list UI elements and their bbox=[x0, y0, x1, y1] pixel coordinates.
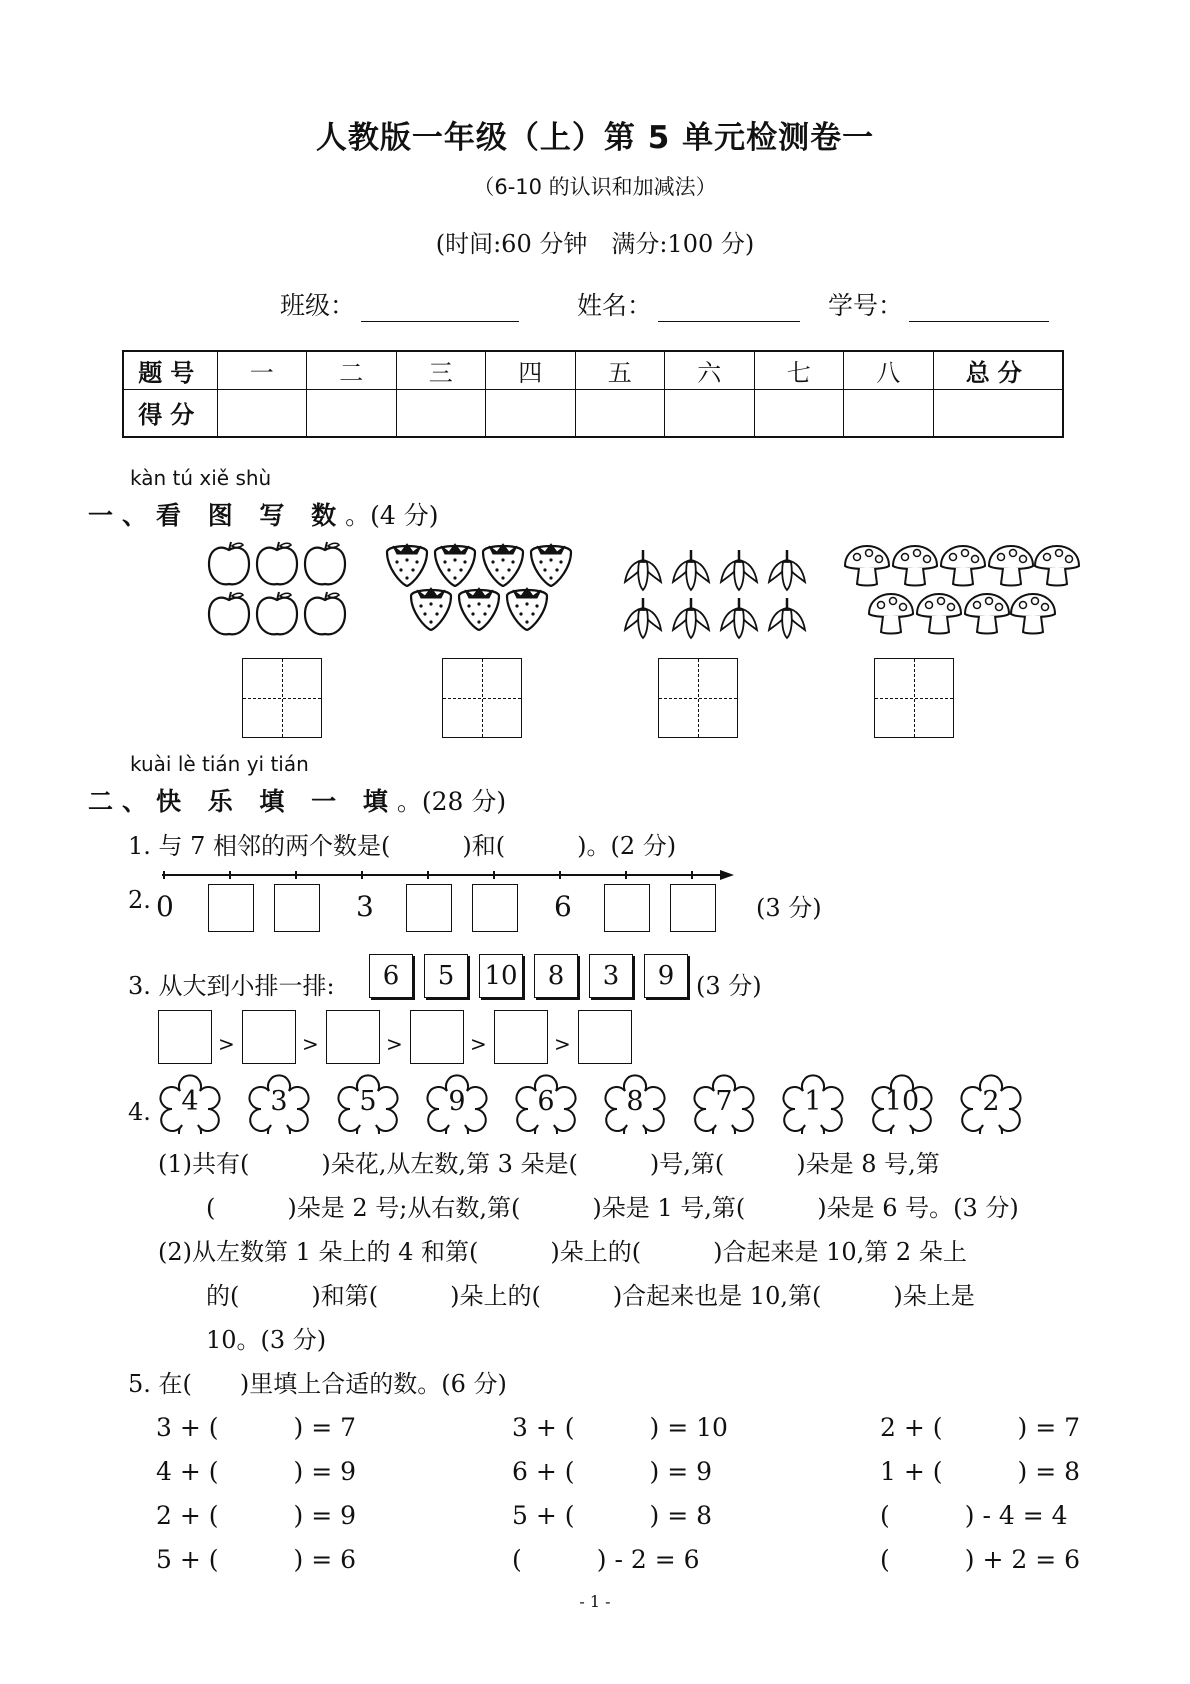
question-4-label: 4. bbox=[128, 1098, 151, 1126]
flower-number: 2 bbox=[982, 1086, 1000, 1117]
apple-icon bbox=[209, 542, 249, 584]
score-col-1: 一 bbox=[217, 351, 307, 389]
equation: 3 + ( ) = 10 bbox=[512, 1413, 728, 1442]
page-subtitle: （6-10 的认识和加减法） bbox=[473, 175, 717, 199]
question-3: 3. 从大到小排一排: bbox=[128, 972, 335, 1000]
equation: 3 + ( ) = 7 bbox=[156, 1413, 357, 1442]
score-col-5: 五 bbox=[575, 351, 665, 389]
section2-heading bbox=[88, 782, 506, 818]
total-score-cell[interactable] bbox=[933, 389, 1063, 437]
equation: 5 + ( ) = 6 bbox=[156, 1545, 357, 1574]
score-table bbox=[122, 350, 1064, 438]
equation: 6 + ( ) = 9 bbox=[512, 1457, 713, 1486]
banana-icon bbox=[769, 550, 805, 590]
equation: 5 + ( ) = 8 bbox=[512, 1501, 713, 1530]
score-col-6: 六 bbox=[665, 351, 755, 389]
flower-number: 6 bbox=[537, 1086, 555, 1117]
number-line-blank[interactable] bbox=[670, 884, 716, 932]
greater-than-sign: > bbox=[302, 1032, 319, 1056]
equation: ( ) - 4 = 4 bbox=[880, 1501, 1068, 1530]
number-line-value: 6 bbox=[554, 890, 572, 923]
flower-icon bbox=[957, 1072, 1025, 1134]
apple-icon bbox=[209, 592, 249, 634]
section2-pinyin: kuài lè tián yi tián bbox=[130, 752, 309, 776]
sort-answer-box[interactable] bbox=[494, 1010, 548, 1064]
score-label: 得分 bbox=[123, 389, 217, 437]
score-col-4: 四 bbox=[486, 351, 576, 389]
mushroom-icon bbox=[869, 594, 913, 634]
sort-answer-box[interactable] bbox=[578, 1010, 632, 1064]
section1-points: 。(4 分) bbox=[345, 501, 439, 530]
apple-answer-box[interactable] bbox=[242, 658, 322, 738]
page-title: 人教版一年级（上）第 5 单元检测卷一 bbox=[315, 120, 875, 156]
flower-icon bbox=[512, 1072, 580, 1134]
flower-number: 9 bbox=[448, 1086, 466, 1117]
sort-number-card: 8 bbox=[534, 954, 578, 998]
greater-than-sign: > bbox=[470, 1032, 487, 1056]
number-line-value: 0 bbox=[156, 890, 174, 923]
greater-than-sign: > bbox=[218, 1032, 235, 1056]
equation: 2 + ( ) = 7 bbox=[880, 1413, 1081, 1442]
sort-answer-box[interactable] bbox=[242, 1010, 296, 1064]
strawberry-icon bbox=[483, 544, 523, 586]
name-label: 姓名： bbox=[577, 291, 653, 320]
question-4-part2-line1: (2)从左数第 1 朵上的 4 和第( )朵上的( )合起来是 10,第 2 朵上 bbox=[158, 1238, 967, 1266]
flower-number: 1 bbox=[804, 1086, 822, 1117]
strawberry-group bbox=[383, 540, 593, 640]
equation: ( ) + 2 = 6 bbox=[880, 1545, 1081, 1574]
sort-answer-box[interactable] bbox=[326, 1010, 380, 1064]
section1-title: 一、看 图 写 数 bbox=[88, 501, 346, 530]
flower-number: 3 bbox=[270, 1086, 288, 1117]
banana-icon bbox=[721, 550, 757, 590]
score-col-2: 二 bbox=[307, 351, 397, 389]
score-cell[interactable] bbox=[754, 389, 844, 437]
flower-number: 7 bbox=[715, 1086, 733, 1117]
score-col-8: 八 bbox=[844, 351, 934, 389]
banana-answer-box[interactable] bbox=[658, 658, 738, 738]
flower-icon bbox=[690, 1072, 758, 1134]
question-4-part1-line1: (1)共有( )朵花,从左数,第 3 朵是( )号,第( )朵是 8 号,第 bbox=[158, 1150, 940, 1178]
question-2-label: 2. bbox=[128, 886, 151, 914]
flower-number: 10 bbox=[884, 1086, 920, 1117]
sort-answer-box[interactable] bbox=[158, 1010, 212, 1064]
equation: 4 + ( ) = 9 bbox=[156, 1457, 357, 1486]
strawberry-icon bbox=[435, 544, 475, 586]
flower-number: 5 bbox=[359, 1086, 377, 1117]
section2-title: 二、快 乐 填 一 填 bbox=[88, 787, 397, 816]
score-table-header-row bbox=[123, 351, 1063, 389]
banana-group bbox=[623, 548, 809, 644]
flower-icon bbox=[245, 1072, 313, 1134]
number-line-blank[interactable] bbox=[274, 884, 320, 932]
banana-icon bbox=[673, 598, 709, 638]
mushroom-answer-box[interactable] bbox=[874, 658, 954, 738]
flower-icon bbox=[156, 1072, 224, 1134]
score-cell[interactable] bbox=[307, 389, 397, 437]
score-cell[interactable] bbox=[665, 389, 755, 437]
flower-number: 8 bbox=[626, 1086, 644, 1117]
mushroom-group bbox=[843, 544, 1081, 640]
apple-icon bbox=[305, 542, 345, 584]
student-id-field bbox=[828, 286, 1049, 322]
number-line-axis bbox=[158, 868, 738, 882]
strawberry-icon bbox=[459, 588, 499, 630]
score-col-7: 七 bbox=[754, 351, 844, 389]
name-field bbox=[577, 286, 800, 322]
sort-answer-box[interactable] bbox=[410, 1010, 464, 1064]
score-cell[interactable] bbox=[486, 389, 576, 437]
time-info: (时间:60 分钟 满分:100 分) bbox=[435, 230, 755, 258]
mushroom-icon bbox=[893, 546, 937, 586]
equation: ( ) - 2 = 6 bbox=[512, 1545, 700, 1574]
flower-icon bbox=[423, 1072, 491, 1134]
question-2-points: (3 分) bbox=[756, 894, 822, 922]
greater-than-sign: > bbox=[386, 1032, 403, 1056]
number-line-blank[interactable] bbox=[208, 884, 254, 932]
total-score-label: 总分 bbox=[933, 351, 1063, 389]
strawberry-icon bbox=[531, 544, 571, 586]
score-cell[interactable] bbox=[217, 389, 307, 437]
banana-icon bbox=[625, 550, 661, 590]
flower-icon bbox=[601, 1072, 669, 1134]
number-line-blank[interactable] bbox=[406, 884, 452, 932]
score-table-score-row bbox=[123, 389, 1063, 437]
section1-heading bbox=[88, 496, 439, 532]
sort-number-card: 9 bbox=[644, 954, 688, 998]
equation: 1 + ( ) = 8 bbox=[880, 1457, 1081, 1486]
flower-icon bbox=[868, 1072, 936, 1134]
mushroom-icon bbox=[989, 546, 1033, 586]
question-1: 1. 与 7 相邻的两个数是( )和( )。(2 分) bbox=[128, 832, 677, 860]
class-label: 班级： bbox=[280, 291, 356, 320]
class-blank[interactable] bbox=[361, 296, 519, 322]
apple-icon bbox=[257, 542, 297, 584]
question-4-part2-line3: 10。(3 分) bbox=[206, 1326, 327, 1354]
question-5: 5. 在( )里填上合适的数。(6 分) bbox=[128, 1370, 507, 1398]
name-blank[interactable] bbox=[658, 296, 800, 322]
score-cell[interactable] bbox=[396, 389, 486, 437]
apple-group bbox=[205, 538, 355, 638]
mushroom-icon bbox=[845, 546, 889, 586]
sort-number-card: 10 bbox=[479, 954, 523, 998]
question-4-part2-line2: 的( )和第( )朵上的( )合起来也是 10,第( )朵上是 bbox=[206, 1282, 975, 1310]
greater-than-sign: > bbox=[554, 1032, 571, 1056]
mushroom-icon bbox=[941, 546, 985, 586]
section2-points: 。(28 分) bbox=[396, 787, 507, 816]
question-number-label: 题号 bbox=[123, 351, 217, 389]
number-line-blank[interactable] bbox=[472, 884, 518, 932]
student-id-blank[interactable] bbox=[909, 296, 1049, 322]
banana-icon bbox=[625, 598, 661, 638]
class-field bbox=[280, 286, 519, 322]
flower-icon bbox=[779, 1072, 847, 1134]
page-number: - 1 - bbox=[579, 1592, 611, 1611]
mushroom-icon bbox=[1011, 594, 1055, 634]
section1-pinyin: kàn tú xiě shù bbox=[130, 466, 272, 490]
mushroom-icon bbox=[917, 594, 961, 634]
sort-number-card: 5 bbox=[424, 954, 468, 998]
question-4-part1-line2: ( )朵是 2 号;从右数,第( )朵是 1 号,第( )朵是 6 号。(3 分) bbox=[206, 1194, 1019, 1222]
apple-icon bbox=[305, 592, 345, 634]
strawberry-icon bbox=[387, 544, 427, 586]
sort-number-card: 3 bbox=[589, 954, 633, 998]
question-3-points: (3 分) bbox=[696, 972, 762, 1000]
strawberry-answer-box[interactable] bbox=[442, 658, 522, 738]
flower-icon bbox=[334, 1072, 402, 1134]
banana-icon bbox=[673, 550, 709, 590]
sort-number-card: 6 bbox=[369, 954, 413, 998]
number-line-blank[interactable] bbox=[604, 884, 650, 932]
mushroom-icon bbox=[965, 594, 1009, 634]
number-line-value: 3 bbox=[356, 890, 374, 923]
score-cell[interactable] bbox=[575, 389, 665, 437]
banana-icon bbox=[721, 598, 757, 638]
apple-icon bbox=[257, 592, 297, 634]
score-cell[interactable] bbox=[844, 389, 934, 437]
strawberry-icon bbox=[507, 588, 547, 630]
mushroom-icon bbox=[1035, 546, 1079, 586]
arrow-right-icon bbox=[720, 870, 734, 880]
strawberry-icon bbox=[411, 588, 451, 630]
flower-number: 4 bbox=[181, 1086, 199, 1117]
student-id-label: 学号： bbox=[828, 291, 904, 320]
equation: 2 + ( ) = 9 bbox=[156, 1501, 357, 1530]
banana-icon bbox=[769, 598, 805, 638]
score-col-3: 三 bbox=[396, 351, 486, 389]
